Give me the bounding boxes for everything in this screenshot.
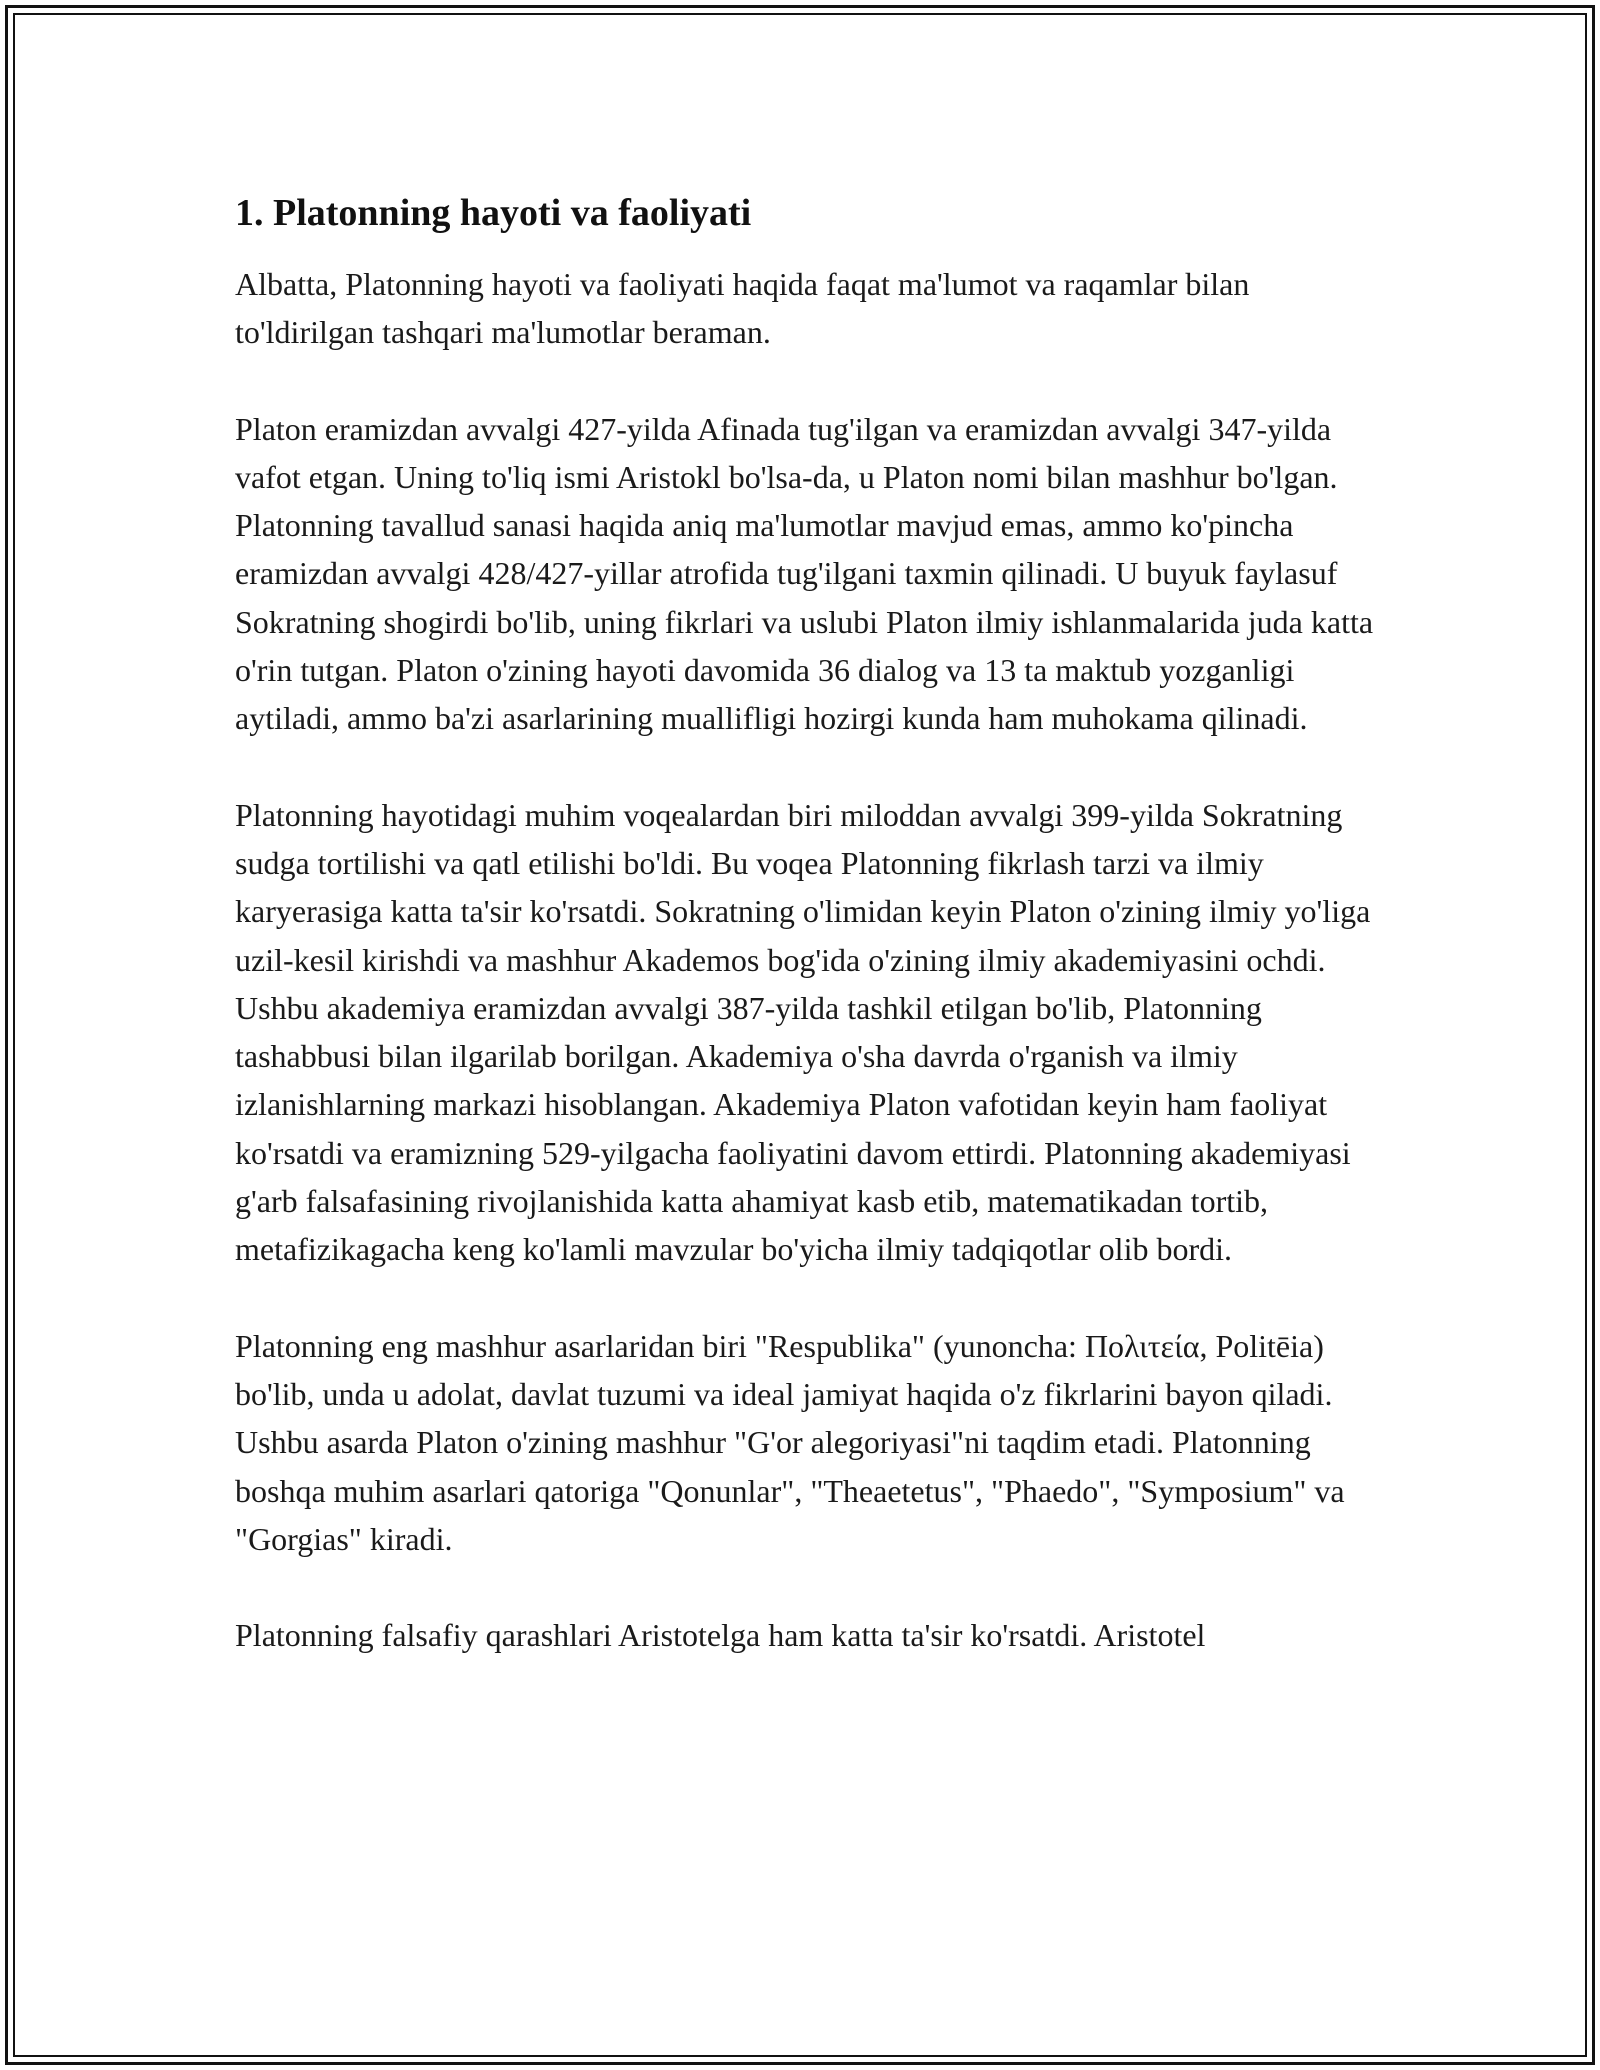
paragraph-influence: Platonning falsafiy qarashlari Aristotelga ham katta ta'sir ko'rsatdi. Aristotel [235, 1617, 1206, 1654]
section-title: 1. Platonning hayoti va faoliyati [235, 192, 752, 234]
paragraph-intro: Albatta, Platonning hayoti va faoliyati haqida faqat ma'lumot va raqamlar bilan to'ldirilgan tashqari ma'lumotlar beraman. [235, 266, 1250, 351]
paragraph-academy: Platonning hayotidagi muhim voqealardan biri miloddan avvalgi 399-yilda Sokratning sudga tortilishi va qatl etilishi bo'ldi. Bu voqea Platonning fikrlash tarzi va ilmiy karyerasiga katta ta'sir ko'rsatdi. Sokratning o'limidan keyin Platon o'zining ilmiy yo'liga uzil-kesil kirishdi va mashhur Akademos bog'ida o'zining ilmiy akademiyasini ochdi. Ushbu akademiya eramizdan avvalgi 387-yilda tashkil etilgan bo'lib, Platonning tashabbusi bilan ilgarilab borilgan. Akademiya o'sha davrda o'rganish va ilmiy izlanishlarning markazi hisoblangan. Akademiya Platon vafotidan keyin ham faoliyat ko'rsatdi va eramizning 529-yilgacha faoliyatini davom ettirdi. Platonning akademiyasi g'arb falsafasining rivojlanishida katta ahamiyat kasb etib, matematikadan tortib, metafizikagacha keng ko'lamli mavzular bo'yicha ilmiy tadqiqotlar olib bordi. [235, 796, 1371, 1268]
paragraph-works: Platonning eng mashhur asarlaridan biri "Respublika" (yunoncha: Πολιτεία, Politēia) bo'lib, unda u adolat, davlat tuzumi va ideal jamiyat haqida o'z fikrlarini bayon qiladi. Ushbu asarda Platon o'zining mashhur "G'or alegoriyasi"ni taqdim etadi. Platonning boshqa muhim asarlari qatoriga "Qonunlar", "Theaetetus", "Phaedo", "Symposium" va "Gorgias" kiradi. [235, 1327, 1345, 1557]
document-body [235, 186, 1375, 1707]
paragraph-biography: Platon eramizdan avvalgi 427-yilda Afinada tug'ilgan va eramizdan avvalgi 347-yilda vafot etgan. Uning to'liq ismi Aristokl bo'lsa-da, u Platon nomi bilan mashhur bo'lgan. Platonning tavallud sanasi haqida aniq ma'lumotlar mavjud emas, ammo ko'pincha eramizdan avvalgi 428/427-yillar atrofida tug'ilgani taxmin qilinadi. U buyuk faylasuf Sokratning shogirdi bo'lib, uning fikrlari va uslubi Platon ilmiy ishlanmalarida juda katta o'rin tutgan. Platon o'zining hayoti davomida 36 dialog va 13 ta maktub yozganligi aytiladi, ammo ba'zi asarlarining muallifligi hozirgi kunda ham muhokama qilinadi. [235, 410, 1374, 737]
